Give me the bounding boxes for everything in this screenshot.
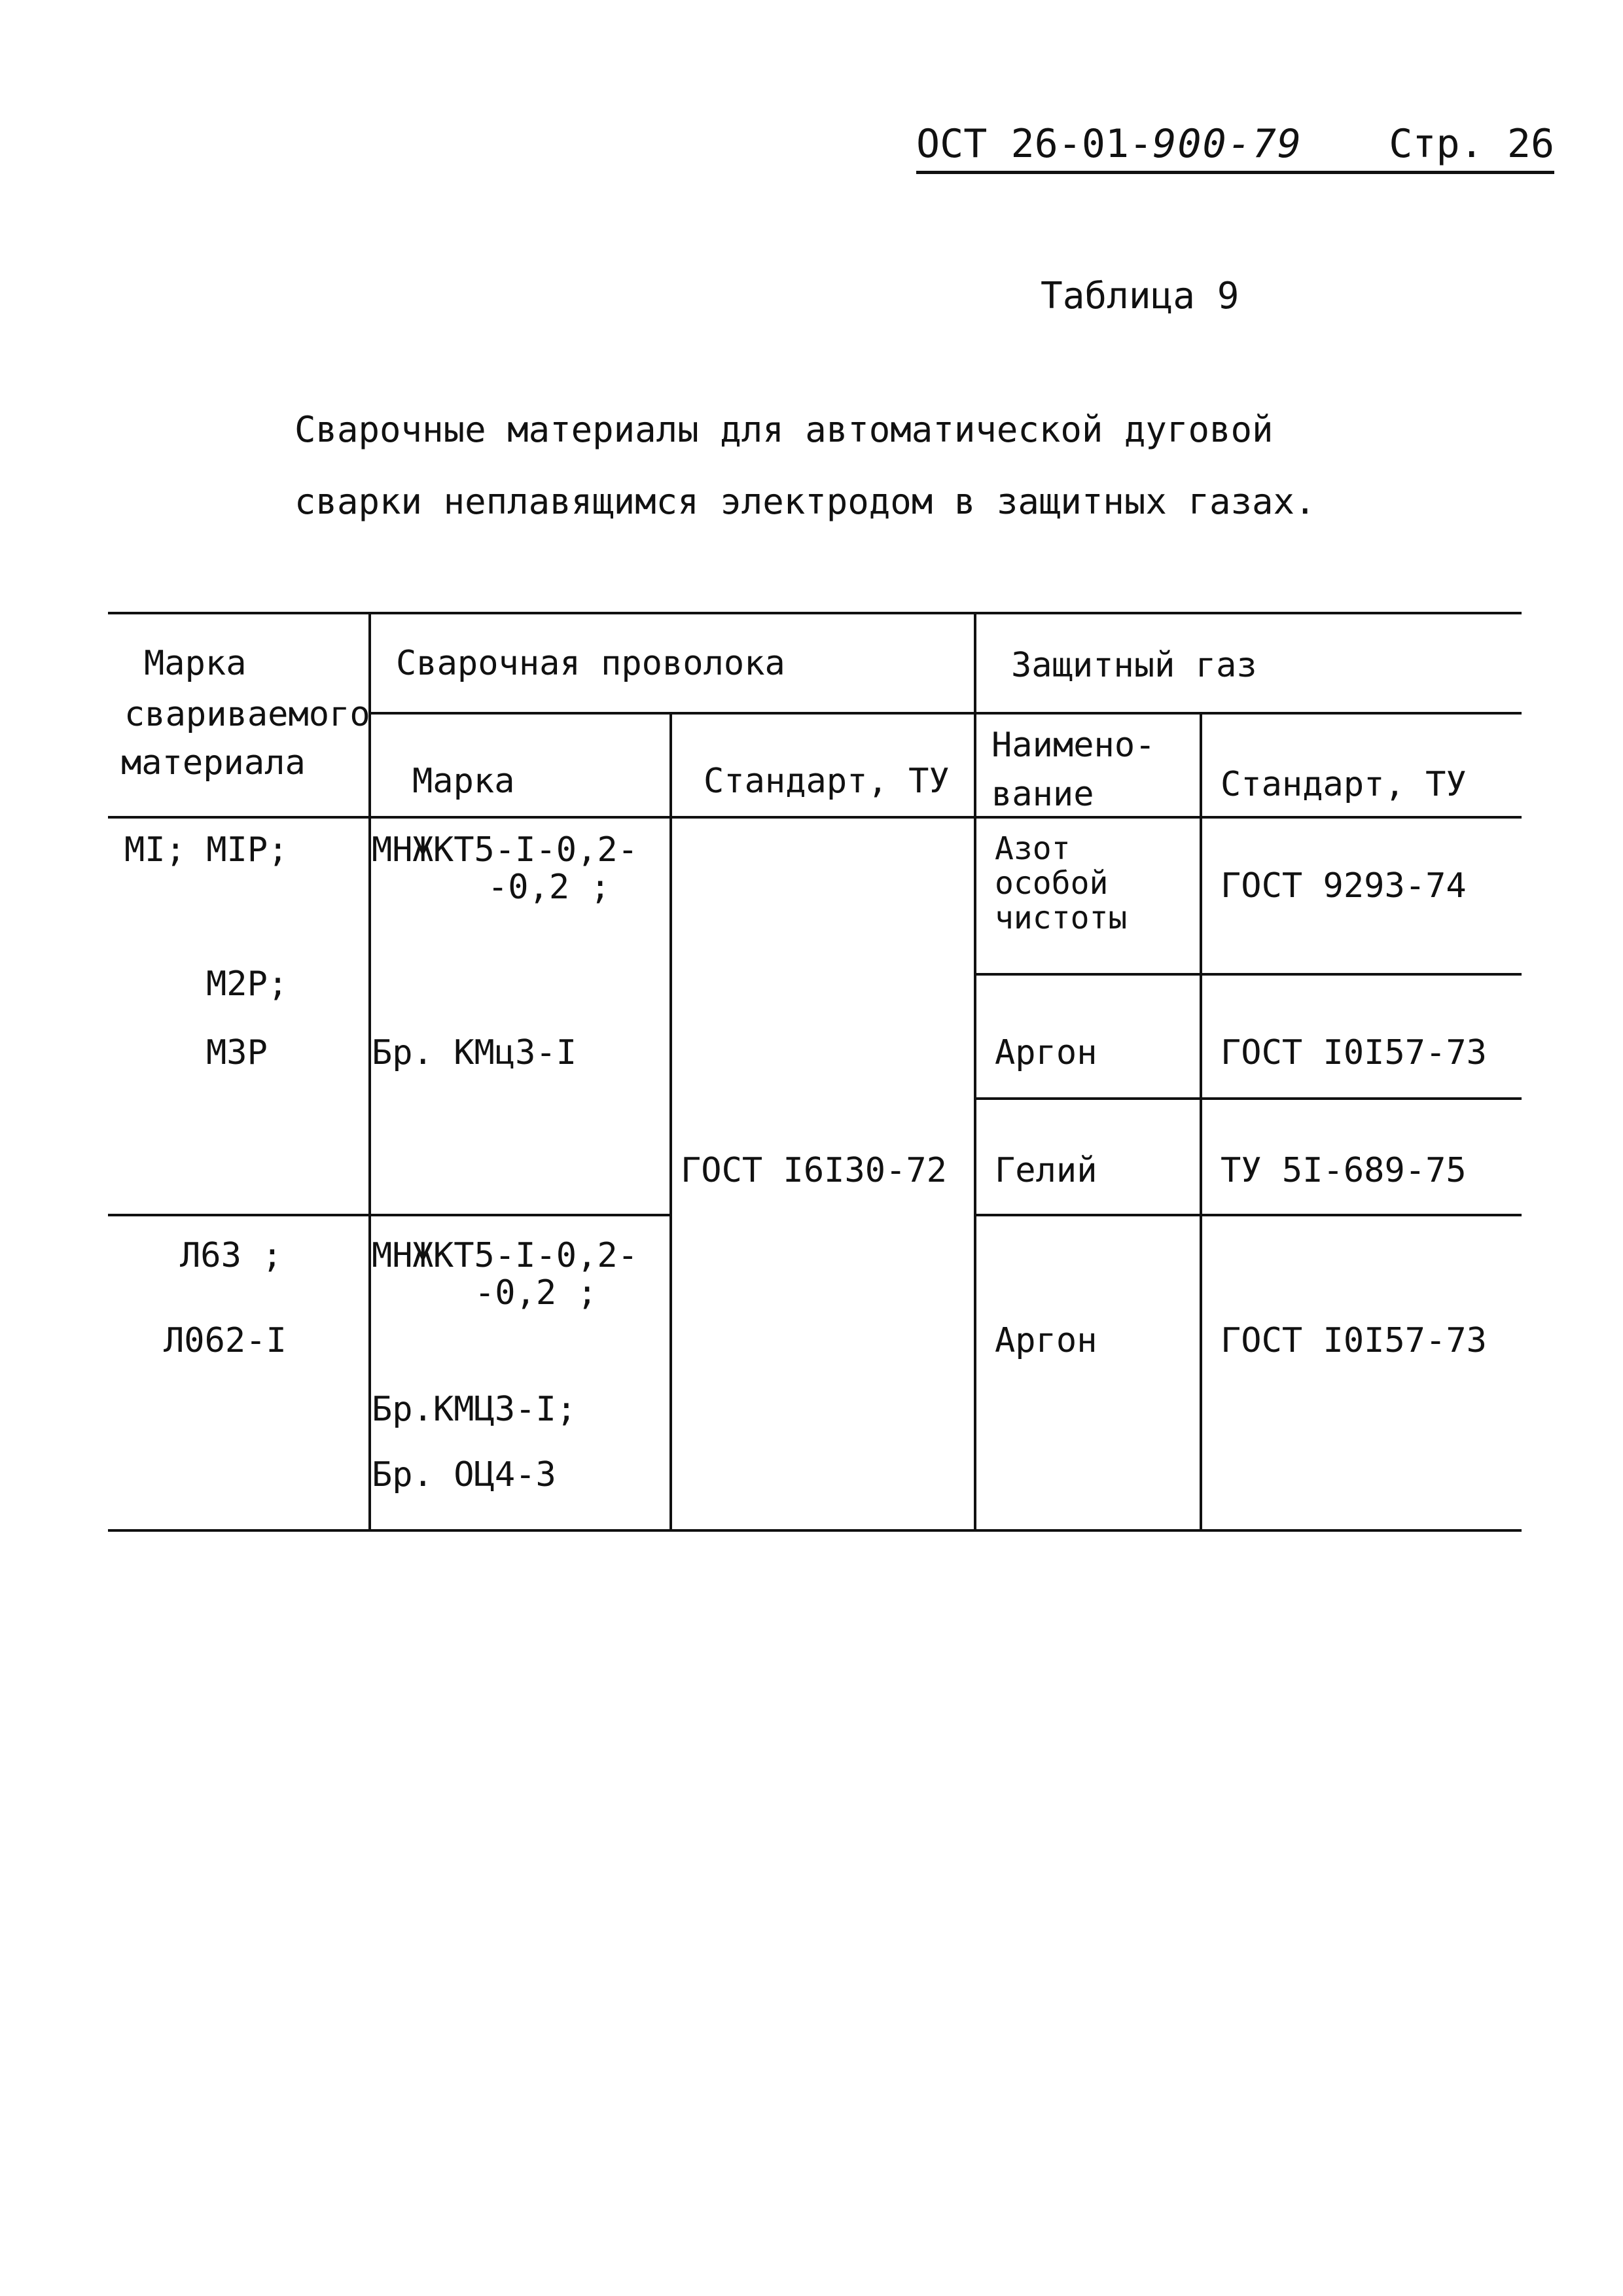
gas-1-name-line3: чистоты [995,900,1128,936]
page-label: Стр. 26 [1389,121,1555,167]
wire-3-line1: МНЖКТ5-I-0,2- [372,1236,638,1275]
material-group1-line2: М2Р; [206,964,289,1004]
wire-1-line2: -0,2 ; [488,868,611,907]
header-wire-standard: Стандарт, ТУ [704,762,950,801]
doc-number: 900-79 [1152,121,1302,167]
gas-4-standard: ГОСТ I0I57-73 [1221,1321,1487,1360]
wire-3-line2: -0,2 ; [474,1273,597,1313]
header-wire-mark: Марка [412,762,515,801]
gas-3-standard: ТУ 5I-689-75 [1221,1151,1467,1190]
header-material-line-1: Марка [144,644,247,683]
caption-line-2: сварки неплавящимся электродом в защитных газах. [294,481,1316,522]
header-gas-name-line-2: вание [991,775,1094,814]
header-wire-group: Сварочная проволока [396,644,785,683]
wire-1-line1: МНЖКТ5-I-0,2- [372,830,638,870]
material-group1-line1: МI; МIР; [124,830,289,870]
caption-line-1: Сварочные материалы для автоматической дуговой [294,409,1274,450]
wire-4: Бр.КМЦ3-I; [372,1390,577,1429]
header-material-line-2: свариваемого [124,695,370,734]
table-label: Таблица 9 [1041,275,1240,317]
document-header [916,121,1554,174]
header-gas-standard: Стандарт, ТУ [1221,765,1467,804]
wire-2: Бр. КМц3-I [372,1033,577,1072]
header-gas-name-line-1: Наимено- [991,726,1156,765]
gas-1-standard: ГОСТ 9293-74 [1221,866,1467,906]
gas-2-standard: ГОСТ I0I57-73 [1221,1033,1487,1072]
doc-prefix: ОСТ 26-01- [916,121,1153,167]
gas-2-name: Аргон [995,1033,1097,1072]
gas-1-name-line1: Азот [995,830,1071,867]
material-group1-line3: М3Р [206,1033,268,1072]
gas-1-name-line2: особой [995,865,1109,902]
header-gas-group: Защитный газ [1011,646,1257,685]
header-material-line-3: материала [121,743,306,783]
material-group2-line1: Л63 ; [180,1236,283,1275]
wire-standard-value: ГОСТ I6I30-72 [681,1151,947,1190]
gas-3-name: Гелий [995,1151,1097,1190]
wire-5: Бр. ОЦ4-3 [372,1455,556,1494]
material-group2-line2: Л062-I [164,1321,287,1360]
gas-4-name: Аргон [995,1321,1097,1360]
